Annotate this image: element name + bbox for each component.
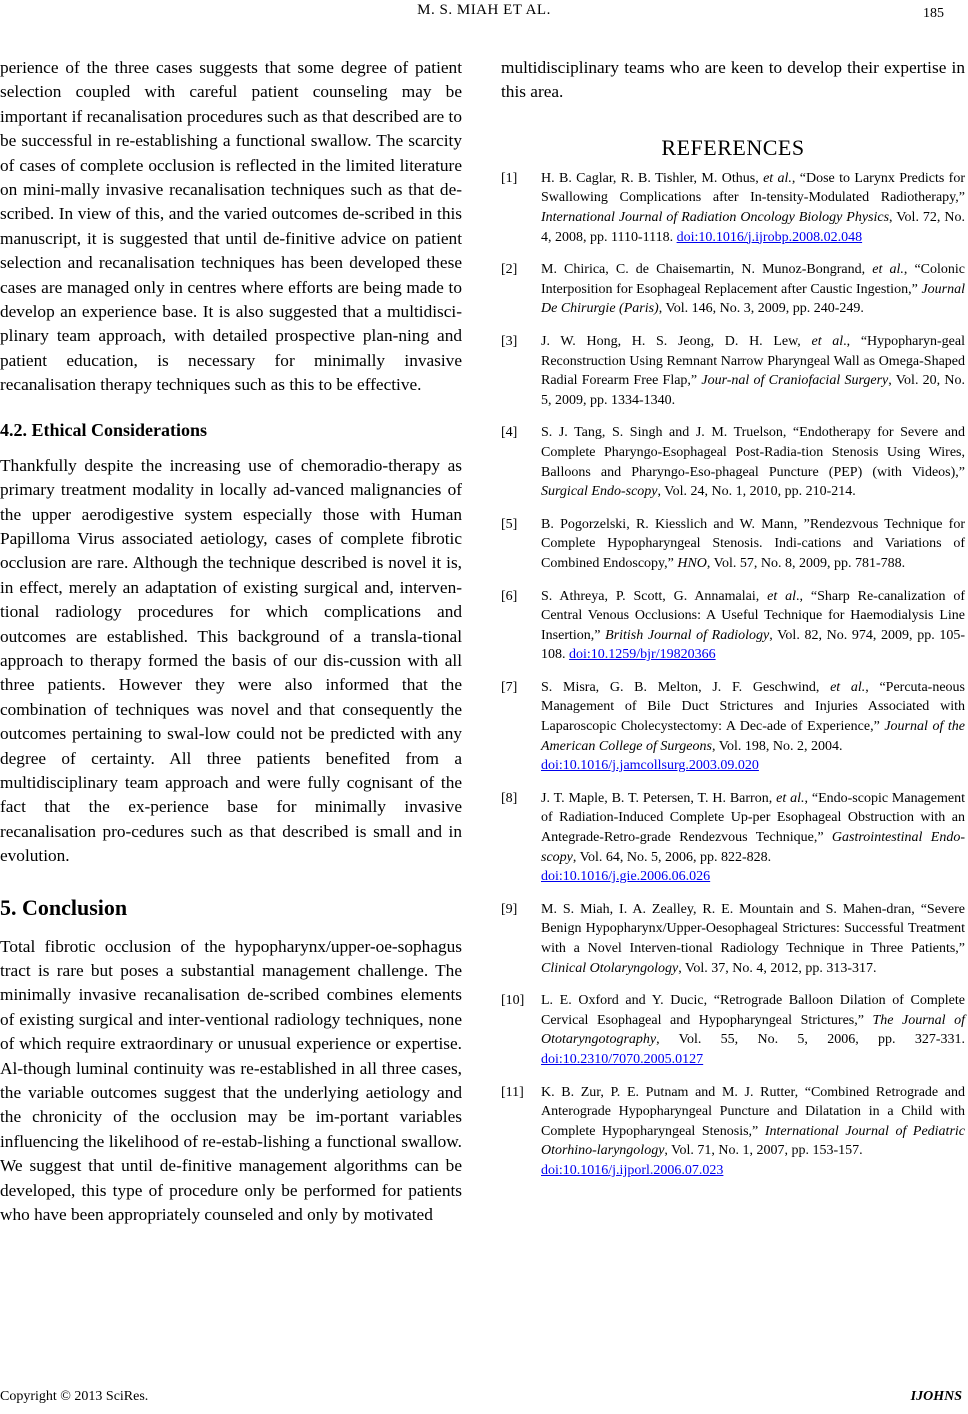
- reference-journal: The Journal of Ototaryngotography: [541, 1012, 965, 1048]
- reference-journal: International Journal of Radiation Oncology Biology Physics: [541, 210, 890, 225]
- reference-details: , Vol. 71, No. 1, 2007, pp. 153-157.: [664, 1143, 863, 1159]
- reference-item: [501, 423, 965, 501]
- reference-et-al: et al.: [776, 790, 805, 806]
- reference-item: [501, 260, 965, 319]
- reference-authors: K. B. Zur, P. E. Putnam and M. J. Rutter, “Combined Retrograde and Anterograde Hypopharyngeal Puncture and Dilatation in a Child with Complete Hypopharyngeal Stenosis,”: [541, 1084, 965, 1139]
- reference-text: [541, 262, 965, 316]
- reference-journal: HNO: [677, 555, 707, 571]
- reference-item: [501, 991, 965, 1069]
- journal-abbreviation: IJOHNS: [910, 1389, 962, 1404]
- reference-number: [9]: [501, 901, 518, 917]
- reference-details: , Vol. 82, No. 974, 2009, pp. 105-108.: [541, 627, 966, 663]
- reference-et-al: et al.: [830, 679, 866, 695]
- reference-title: , “Percuta-neous Management of Bile Duct Strictures and Injuries Associated with Laparoscopic Cholecystectomy: A Dec-ade of Experience,”: [541, 679, 965, 735]
- reference-number: [5]: [501, 516, 518, 532]
- reference-details: , Vol. 20, No. 5, 2009, pp. 1334-1340.: [541, 373, 966, 408]
- reference-et-al: et al.: [763, 170, 792, 186]
- reference-list: [501, 169, 965, 1181]
- reference-authors: S. J. Tang, S. Singh and J. M. Truelson, “Endotherapy for Severe and Complete Pharyngo-Esophageal Post-Radia-tion Stenosis Using Wires, Balloons and Pharyngo-Eso-phageal Puncture (PEP) (with Videos),”: [541, 425, 965, 480]
- reference-details: , Vol. 146, No. 3, 2009, pp. 240-249.: [658, 301, 864, 317]
- reference-text: [541, 1085, 965, 1178]
- reference-authors: S. Athreya, P. Scott, G. Annamalai,: [541, 588, 768, 604]
- body-paragraph: Total fibrotic occlusion of the hypopharynx/upper-oe-sophagus tract is rare but poses a substantial management challenge. The minimally invasive recanalisation de-scribed combines elements of existing surgical and inter-ventional radiology techniques, none of which require extraordinary or unusual experience or expertise. Al-though luminal continuity was re-established in all three cases, the variable outcomes suggest that the underlying aetiology and the chronicity of the occlusion may be im-portant variables influencing the likelihood of re-estab-lishing a functional swallow. We suggest that until de-finitive management algorithms can be developed, this type of procedure only be performed for patients who have been appropriately counseled and only by motivated: [0, 936, 462, 1225]
- reference-journal: Gastrointestinal Endo-scopy: [541, 830, 965, 865]
- reference-details: , Vol. 198, No. 2, 2004.: [711, 738, 843, 754]
- reference-authors: H. B. Caglar, R. B. Tishler, M. Othus,: [541, 170, 764, 186]
- reference-text: [541, 791, 965, 884]
- reference-text: [541, 902, 965, 976]
- reference-item: [501, 1083, 965, 1181]
- reference-text: [541, 334, 965, 408]
- reference-doi-link[interactable]: doi:10.2310/7070.2005.0127: [541, 1051, 704, 1067]
- reference-item: [501, 900, 965, 978]
- reference-item: [501, 789, 965, 887]
- reference-number: [2]: [501, 262, 518, 278]
- reference-item: [501, 678, 965, 776]
- reference-title: , “Colonic Interposition for Esophageal Replacement after Caustic Ingestion,”: [541, 262, 965, 297]
- reference-number: [3]: [501, 333, 518, 349]
- reference-details: , Vol. 57, No. 8, 2009, pp. 781-788.: [706, 555, 906, 571]
- reference-authors: S. Misra, G. B. Melton, J. F. Geschwind,: [541, 679, 831, 695]
- reference-et-al: et al: [767, 588, 796, 604]
- page-number: 185: [923, 6, 944, 21]
- reference-et-al: et al.: [872, 262, 904, 278]
- right-column: [501, 56, 965, 1181]
- reference-authors: M. S. Miah, I. A. Zealley, R. E. Mountain and S. Mahen-dran, “Severe Benign Hypopharynx/Upper-Oesophageal Strictures: Successful Treatment with a Novel Interven-tional Radiology Technique in Three Patients,”: [541, 901, 965, 956]
- reference-et-al: et al: [811, 333, 844, 349]
- reference-title: ., “Sharp Re-canalization of Central Venous Occlusions: A Useful Technique for Haemodialysis Line Insertion,”: [541, 588, 965, 643]
- reference-details: , Vol. 72, No. 4, 2008, pp. 1110-1118.: [541, 210, 965, 245]
- reference-details: , Vol. 37, No. 4, 2012, pp. 313-317.: [678, 960, 877, 976]
- left-column: [0, 56, 462, 1227]
- reference-item: [501, 515, 965, 574]
- reference-text: [541, 589, 965, 663]
- reference-authors: B. Pogorzelski, R. Kiesslich and W. Mann, ”Rendezvous Technique for Complete Hypopharyngeal Stenosis. Indi-cations and Variations of Combined Endoscopy,”: [541, 516, 965, 571]
- reference-journal: Surgical Endo-scopy: [541, 484, 658, 500]
- body-paragraph: perience of the three cases suggests that some degree of patient selection coupled with careful patient counseling may be important if recanalisation procedures such as that described are to be successful in re-establishing a functional swallow. The scarcity of cases of complete occlusion is reflected in the limited literature on mini-mally invasive recanalisation techniques such as that de-scribed. In view of this, and the varied outcomes de-scribed in this manuscript, it is suggested that until de-finitive advice on patient selection and recanalisation techniques has been developed these cases are managed only in centres where efforts are being made to develop an experience base. It is also suggested that a multidisci-plinary team approach, with detailed prospective plan-ning and patient education, is necessary for minimally invasive recanalisation therapy techniques such as this to be effective.: [0, 58, 462, 395]
- reference-journal: Journal of the American College of Surgeons: [541, 719, 965, 754]
- reference-details: , Vol. 55, No. 5, 2006, pp. 327-331.: [656, 1032, 965, 1048]
- page-header: [0, 2, 968, 24]
- reference-number: [7]: [501, 679, 518, 695]
- reference-title: , “Endo-scopic Management of Radiation-Induced Complete Up-per Esophageal Obstruction with an Antegrade-Retro-grade Rendezvous Technique,”: [541, 790, 966, 846]
- reference-details: , Vol. 24, No. 1, 2010, pp. 210-214.: [657, 484, 856, 500]
- reference-number: [10]: [501, 993, 525, 1009]
- body-paragraph: multidisciplinary teams who are keen to develop their expertise in this area.: [501, 58, 965, 102]
- reference-doi-link[interactable]: doi:10.1259/bjr/19820366: [569, 647, 716, 663]
- reference-number: [4]: [501, 425, 518, 441]
- reference-number: [11]: [501, 1084, 524, 1100]
- reference-journal: International Journal of Pediatric Otorhino-laryngology: [541, 1123, 965, 1159]
- reference-authors: M. Chirica, C. de Chaisemartin, N. Munoz-Bongrand,: [541, 262, 873, 278]
- body-paragraph: Thankfully despite the increasing use of chemoradio-therapy as primary treatment modality in locally ad-vanced malignancies of the upper aerodigestive system especially those with Human Papilloma Virus associated aetiology, cases of complete fibrotic occlusion are rare. Although the technique described is novel it is, in effect, merely an adaptation of existing surgical and, interven-tional radiology procedures for which complications and outcomes are established. This background of a transla-tional approach to therapy formed the basis of our dis-cussion with all three patients. However they were also informed that the combination of techniques was novel and that consequently the outcomes pertaining to swal-low could not be predicted with any degree of certainty. All three patients benefited from a multidisciplinary team approach and were fully cognisant of the fact that the ex-perience base for minimally invasive recanalisation pro-cedures such as that described is small and in evolution.: [0, 455, 462, 866]
- reference-item: [501, 587, 965, 665]
- reference-text: [541, 171, 965, 245]
- running-head-authors: M. S. MIAH ET AL.: [417, 2, 551, 18]
- reference-number: [8]: [501, 790, 518, 806]
- reference-number: [6]: [501, 588, 518, 604]
- reference-title: , “Dose to Larynx Predicts for Swallowing Complications after In-tensity-Modulated Radiotherapy,”: [541, 170, 965, 206]
- reference-text: [541, 680, 965, 773]
- reference-item: [501, 169, 965, 247]
- reference-doi-link[interactable]: doi:10.1016/j.ijrobp.2008.02.048: [676, 229, 863, 245]
- reference-doi-link[interactable]: doi:10.1016/j.gie.2006.06.026: [541, 869, 711, 885]
- reference-text: [541, 993, 965, 1067]
- reference-journal: British Journal of Radiology: [605, 627, 770, 643]
- reference-journal: Journal De Chirurgie (Paris): [541, 281, 965, 317]
- copyright-notice: Copyright © 2013 SciRes.: [0, 1389, 149, 1404]
- reference-number: [1]: [501, 170, 518, 186]
- reference-text: [541, 425, 965, 499]
- section-heading-ethical: 4.2. Ethical Considerations: [0, 419, 208, 440]
- reference-authors: J. W. Hong, H. S. Jeong, D. H. Lew,: [541, 333, 812, 349]
- reference-details: , Vol. 64, No. 5, 2006, pp. 822-828.: [572, 849, 772, 865]
- references-heading: REFERENCES: [661, 134, 805, 160]
- reference-text: [541, 517, 965, 571]
- reference-doi-link[interactable]: doi:10.1016/j.jamcollsurg.2003.09.020: [541, 758, 759, 774]
- section-heading-conclusion: 5. Conclusion: [0, 894, 128, 920]
- reference-authors: L. E. Oxford and Y. Ducic, “Retrograde Balloon Dilation of Complete Cervical Esophageal and Hypopharyngeal Strictures,”: [541, 993, 965, 1028]
- reference-title: ., “Hypopharyn-geal Reconstruction Using Remnant Narrow Pharyngeal Wall as Omega-Shaped Radial Forearm Free Flap,”: [541, 333, 966, 389]
- reference-journal: Jour-nal of Craniofacial Surgery: [701, 373, 889, 389]
- reference-doi-link[interactable]: doi:10.1016/j.ijporl.2006.07.023: [541, 1162, 724, 1178]
- reference-authors: J. T. Maple, B. T. Petersen, T. H. Barron,: [541, 790, 777, 806]
- reference-journal: Clinical Otolaryngology: [541, 960, 679, 976]
- reference-item: [501, 332, 965, 410]
